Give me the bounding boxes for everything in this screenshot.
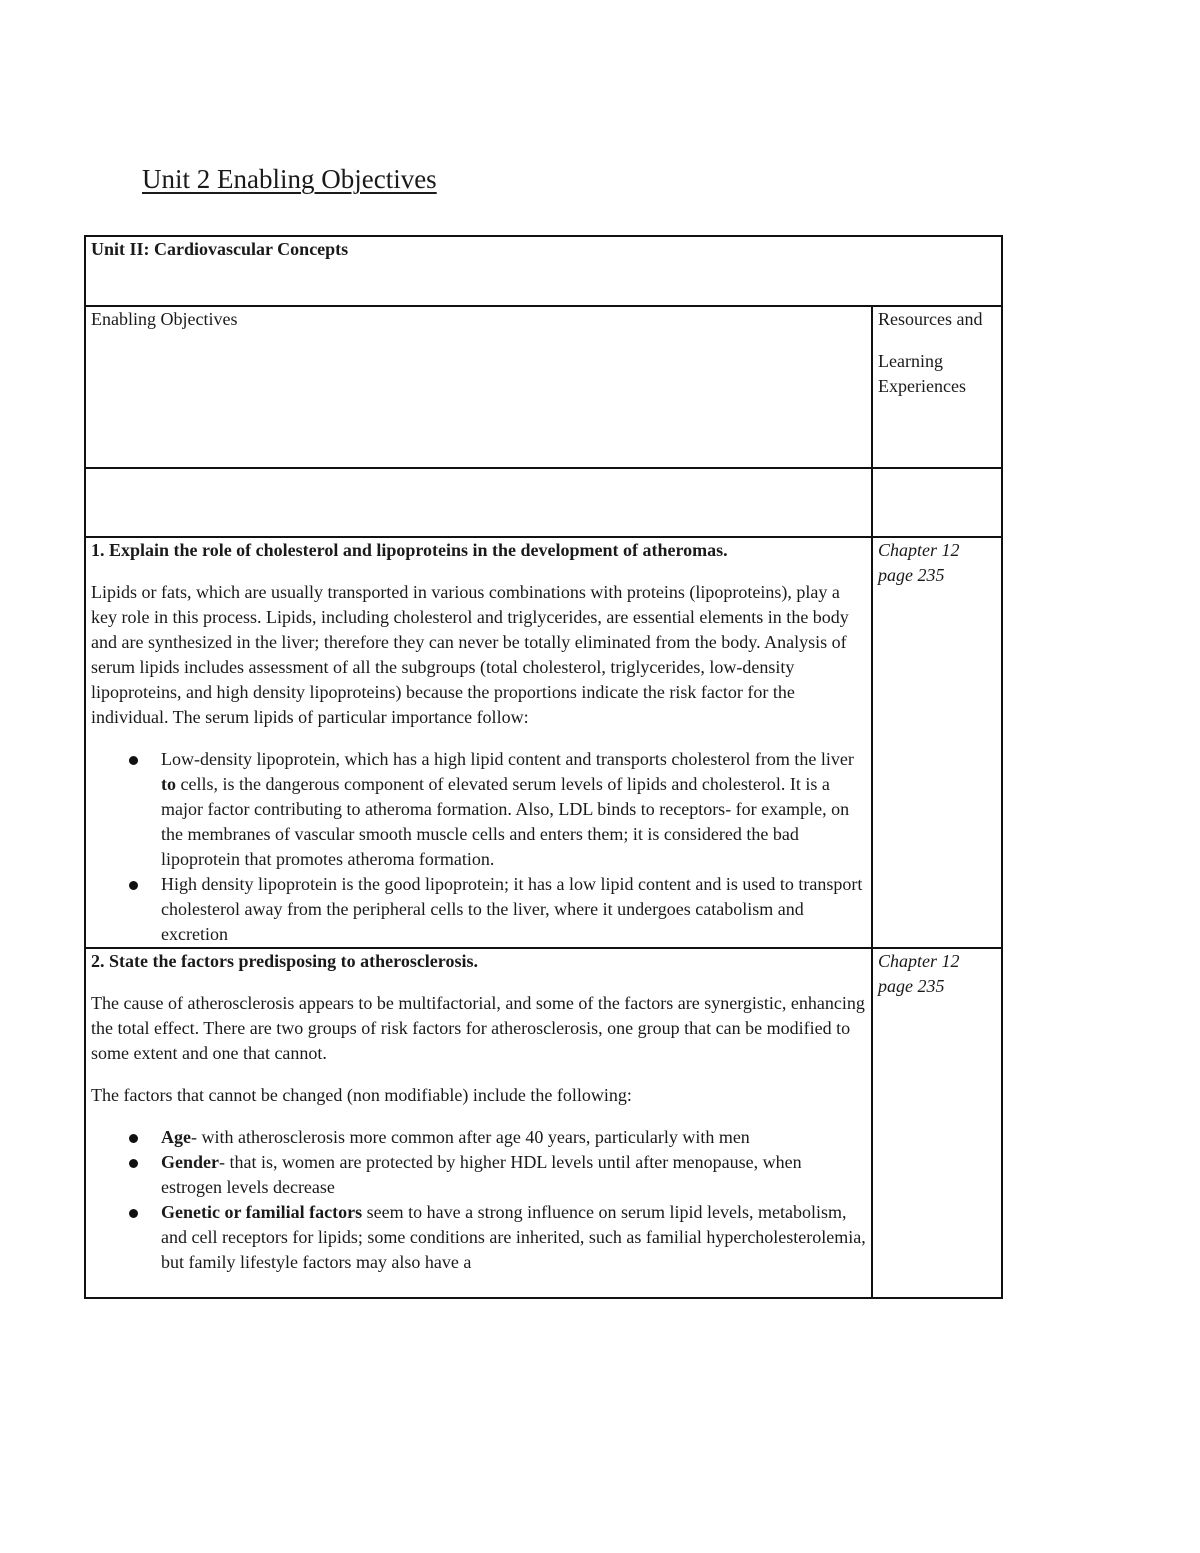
list-item (161, 1200, 866, 1275)
unit-heading-row (85, 236, 1002, 306)
resources-column-label-2: Learning Experiences (878, 351, 966, 396)
objectives-table (84, 235, 1003, 1299)
chapter-reference: Chapter 12 page 235 (878, 951, 960, 996)
bullet-list (91, 1125, 866, 1275)
blank-row (85, 468, 1002, 537)
blank-cell (85, 468, 872, 537)
objective-paragraph: Lipids or fats, which are usually transported in various combinations with proteins (lipoproteins), play a key role in this process. Lipids, including cholesterol and triglycerides, are essential elements in the body and are synthesized in the liver; therefore they can never be totally eliminated from the body. Analysis of serum lipids includes assessment of all the subgroups (total cholesterol, triglycerides, low-density lipoproteins, and high density lipoproteins) because the proportions indicate the risk factor for the individual. The serum lipids of particular importance follow: (91, 582, 849, 727)
objective-cell-1 (85, 537, 872, 948)
list-item-text: cells, is the dangerous component of elevated serum levels of lipids and cholesterol. It is a major factor contributing to atheroma formation. Also, LDL binds to receptors- for example, on the membranes of vascular smooth muscle cells and enters them; it is considered the bad lipoprotein that promotes atheroma formation. (161, 774, 850, 869)
bullet-list (91, 747, 866, 947)
objectives-column-label: Enabling Objectives (91, 309, 238, 329)
objective-heading: 2. State the factors predisposing to atherosclerosis. (91, 951, 478, 971)
objective-content (91, 949, 866, 1275)
list-item-text: - that is, women are protected by higher HDL levels until after menopause, when estrogen levels decrease (161, 1152, 802, 1197)
objective-row-2 (85, 948, 1002, 1298)
blank-cell (872, 468, 1002, 537)
page-title: Unit 2 Enabling Objectives (142, 164, 437, 194)
list-item-text: Low-density lipoprotein, which has a high lipid content and transports cholesterol from the liver (161, 749, 854, 769)
resources-column-header (872, 306, 1002, 468)
list-item (161, 1150, 866, 1200)
resources-column-label-1: Resources and (878, 309, 983, 329)
list-item (161, 1125, 866, 1150)
objective-paragraph: The cause of atherosclerosis appears to be multifactorial, and some of the factors are synergistic, enhancing the total effect. There are two groups of risk factors for atherosclerosis, one group that can be modified to some extent and one that cannot. (91, 993, 865, 1063)
list-item-text: seem to have a strong influence on serum lipid levels, metabolism, and cell receptors for lipids; some conditions are inherited, such as familial hypercholesterolemia, but family lifestyle factors may also have a (161, 1202, 866, 1272)
objective-row-1 (85, 537, 1002, 948)
column-header-row (85, 306, 1002, 468)
objective-heading: 1. Explain the role of cholesterol and lipoproteins in the development of atheromas. (91, 540, 728, 560)
resource-cell-2 (872, 948, 1002, 1298)
list-item-text: High density lipoprotein is the good lipoprotein; it has a low lipid content and is used to transport cholesterol away from the peripheral cells to the liver, where it undergoes catabolism and excretion (161, 874, 863, 944)
list-item-emphasis: to (161, 774, 176, 794)
objectives-column-header (85, 306, 872, 468)
list-item (161, 872, 866, 947)
objective-cell-2 (85, 948, 872, 1298)
list-item (161, 747, 866, 872)
list-item-text: - with atherosclerosis more common after age 40 years, particularly with men (191, 1127, 750, 1147)
resource-cell-1 (872, 537, 1002, 948)
list-item-lead: Genetic or familial factors (161, 1202, 363, 1222)
list-item-lead: Age (161, 1127, 191, 1147)
list-item-lead: Gender (161, 1152, 219, 1172)
unit-heading: Unit II: Cardiovascular Concepts (85, 236, 1002, 306)
objective-paragraph: The factors that cannot be changed (non modifiable) include the following: (91, 1085, 632, 1105)
chapter-reference: Chapter 12 page 235 (878, 540, 960, 585)
